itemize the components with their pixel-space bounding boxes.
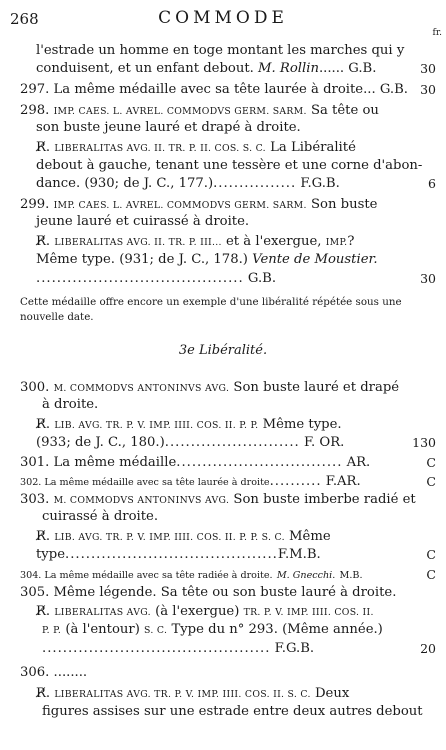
text-line: ........................................ G.B. <box>36 271 277 286</box>
text-line: (933; de J. C., 180.).......................... F. OR. <box>36 435 345 450</box>
margin-value: 30 <box>420 271 436 286</box>
footnote-line: nouvelle date. <box>20 311 94 323</box>
entry-298: 298. IMP. CAES. L. AVREL. COMMODVS GERM. SARM. Sa tête ou <box>20 103 379 118</box>
running-title: COMMODE <box>158 8 288 28</box>
entry-306: 306. ........ <box>20 665 88 680</box>
text-line: ............................................ F.G.B. <box>42 641 315 656</box>
text-line: jeune lauré et cuirassé à droite. <box>36 214 250 229</box>
text-line: debout à gauche, tenant une tessère et une corne d'abon- <box>36 158 423 173</box>
section-heading: 3e Libéralité. <box>178 343 268 358</box>
text-line: type.........................................F.M.B. <box>36 547 321 562</box>
text-line: dance. (930; de J. C., 177.)................ F.G.B. <box>36 176 340 191</box>
entry-299: 299. IMP. CAES. L. AVREL. COMMODVS GERM. SARM. Son buste <box>20 197 378 212</box>
margin-value: 20 <box>420 641 436 656</box>
text-line: figures assises sur une estrade entre deux autres debout <box>42 704 423 719</box>
column-label: fr. <box>432 28 442 38</box>
text-line: Même type. (931; de J. C., 178.) Vente de Moustier. <box>36 252 378 267</box>
text-line: cuirassé à droite. <box>42 509 159 524</box>
entry-302: 302. La même médaille avec sa tête laurée à droite.......... F.AR. <box>20 474 361 489</box>
text-line: à droite. <box>42 397 99 412</box>
footnote-line: Cette médaille offre encore un exemple d'une libéralité répétée sous une <box>20 296 402 308</box>
margin-value: 130 <box>412 435 436 450</box>
reverse-line: R̸. LIBERALITAS AVG. (à l'exergue) TR. P. V. IMP. IIII. COS. II. <box>36 604 374 619</box>
entry-300: 300. M. COMMODVS ANTONINVS AVG. Son buste lauré et drapé <box>20 380 400 395</box>
reverse-line: R̸. LIB. AVG. TR. P. V. IMP. IIII. COS. II. P. P. S. C. Même <box>36 529 331 544</box>
reverse-line: R̸. LIBERALITAS AVG. TR. P. V. IMP. IIII. COS. II. S. C. Deux <box>36 686 350 701</box>
margin-value: 30 <box>420 61 436 76</box>
margin-value: C <box>426 567 436 582</box>
margin-value: 30 <box>420 82 436 97</box>
margin-value: C <box>426 474 436 489</box>
entry-305: 305. Même légende. Sa tête ou son buste lauré à droite. <box>20 585 397 600</box>
reverse-line: R̸. LIBERALITAS AVG. II. TR. P. III... et à l'exergue, IMP.? <box>36 234 355 249</box>
reverse-line: R̸. LIBERALITAS AVG. II. TR. P. II. COS. S. C. La Libéralité <box>36 140 356 155</box>
margin-value: C <box>426 547 436 562</box>
margin-value: C <box>426 455 436 470</box>
entry-304: 304. La même médaille avec sa tête radiée à droite. M. Gnecchi. M.B. <box>20 570 363 581</box>
entry-297: 297. La même médaille avec sa tête laurée à droite... G.B. <box>20 82 409 97</box>
text-line: conduisent, et un enfant debout. M. Rollin...... G.B. <box>36 61 377 76</box>
text-line: l'estrade un homme en toge montant les marches qui y <box>36 43 405 58</box>
entry-301: 301. La même médaille................................ AR. <box>20 455 371 470</box>
margin-value: 6 <box>428 176 436 191</box>
entry-303: 303. M. COMMODVS ANTONINVS AVG. Son buste imberbe radié et <box>20 492 416 507</box>
text-line: P. P. (à l'entour) S. C. Type du n° 293. (Même année.) <box>42 622 383 637</box>
reverse-line: R̸. LIB. AVG. TR. P. V. IMP. IIII. COS. II. P. P. Même type. <box>36 417 342 432</box>
text-line: son buste jeune lauré et drapé à droite. <box>36 120 301 135</box>
page-number: 268 <box>10 10 39 28</box>
